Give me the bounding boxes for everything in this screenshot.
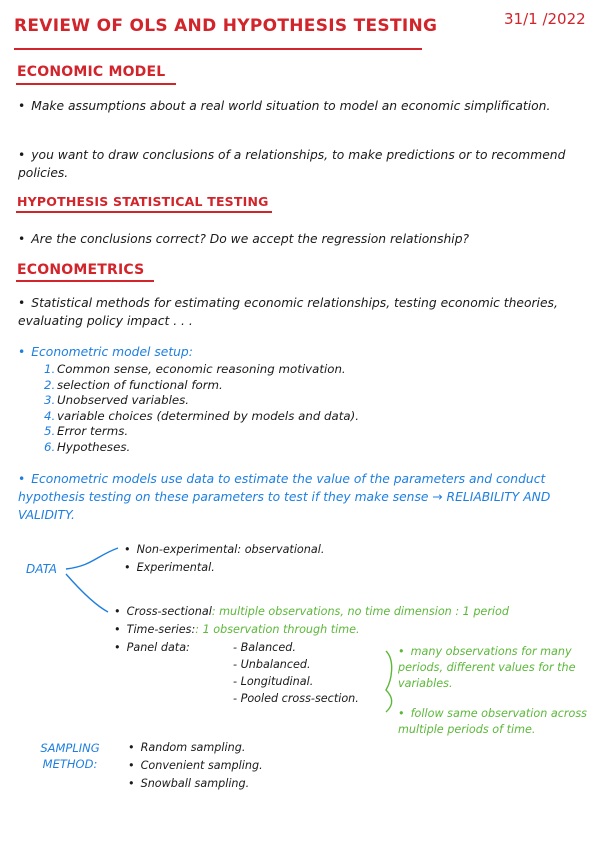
economic-model-heading: ECONOMIC MODEL (17, 64, 166, 80)
page-date: 31/1 /2022 (504, 10, 586, 28)
non-experimental: • Non-experimental: observational. (124, 542, 324, 558)
hypothesis-heading: HYPOTHESIS STATISTICAL TESTING (17, 194, 269, 209)
sampling-snowball: • Snowball sampling. (128, 776, 249, 792)
hypothesis-bullet-1: • Are the conclusions correct? Do we accept the regression relationship? (18, 230, 588, 248)
econometrics-bullet: • Statistical methods for estimating economic relationships, testing economic theories, evaluating policy impact . . . (18, 294, 578, 330)
econometrics-heading: ECONOMETRICS (17, 262, 145, 278)
panel-data-label: • Panel data: (114, 640, 190, 656)
economic-model-bullet-1: • Make assumptions about a real world situation to model an economic simplification. (18, 97, 578, 115)
panel-type-longitudinal: - Longitudinal. (233, 675, 314, 688)
economic-model-bullet-2: • you want to draw conclusions of a relationships, to make predictions or to recommend policies. (18, 146, 578, 182)
setup-step: 4. variable choices (determined by models and data). (44, 408, 359, 423)
setup-step: 1. Common sense, economic reasoning motivation. (44, 362, 346, 376)
panel-type-pooled: - Pooled cross-section. (233, 692, 359, 705)
setup-step: 5. Error terms. (44, 424, 129, 438)
sampling-method-label: SAMPLING METHOD: (40, 741, 100, 771)
setup-step: 6. Hypotheses. (44, 439, 131, 454)
setup-step: 3. Unobserved variables. (44, 393, 190, 407)
panel-type-balanced: - Balanced. (233, 641, 296, 654)
econometric-models-note: • Econometric models use data to estimate the value of the parameters and conduct hypothesis testing on these parameters to test if they make sense → RELIABILITY AND VALIDITY. (18, 470, 583, 524)
page-title: REVIEW OF OLS AND HYPOTHESIS TESTING (14, 16, 438, 36)
panel-note-many-observations: • many observations for many periods, different values for the variables. (398, 644, 588, 692)
panel-note-follow-observation: • follow same observation across multiple periods of time. (398, 706, 588, 738)
data-label: DATA (26, 562, 58, 576)
sampling-convenient: • Convenient sampling. (128, 758, 263, 774)
panel-type-unbalanced: - Unbalanced. (233, 658, 311, 671)
experimental: • Experimental. (124, 560, 215, 576)
model-setup-label: • Econometric model setup: (18, 343, 193, 361)
cross-sectional-row: • Cross-sectional: multiple observations, no time dimension : 1 period (114, 604, 509, 620)
sampling-random: • Random sampling. (128, 740, 245, 756)
time-series-row: • Time-series:: 1 observation through time. (114, 622, 360, 638)
setup-step: 2. selection of functional form. (44, 377, 223, 392)
